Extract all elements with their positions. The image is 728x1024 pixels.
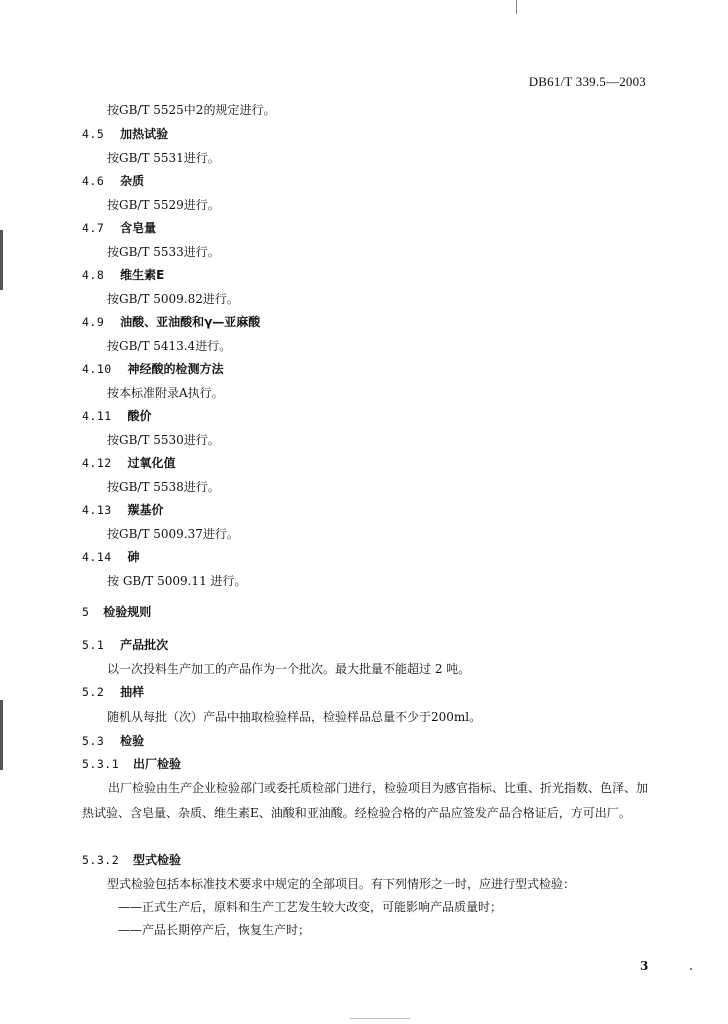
section-heading bbox=[82, 549, 140, 565]
section-number: 5.1 bbox=[82, 638, 105, 652]
section-title: 神经酸的检测方法 bbox=[127, 362, 224, 376]
section-title: 抽样 bbox=[120, 685, 145, 699]
section-number: 4.12 bbox=[82, 456, 112, 470]
section-number: 5.3.2 bbox=[82, 853, 120, 867]
section-heading bbox=[82, 455, 176, 471]
section-title: 过氧化值 bbox=[127, 456, 176, 470]
section-heading bbox=[82, 267, 164, 283]
scan-edge-mark bbox=[0, 700, 3, 770]
section-heading bbox=[82, 684, 144, 700]
section-title: 杂质 bbox=[120, 174, 145, 188]
section-number: 4.10 bbox=[82, 362, 112, 376]
page-number: 3 bbox=[640, 959, 649, 973]
section-number: 5.3 bbox=[82, 734, 105, 748]
section-heading bbox=[82, 408, 152, 424]
body-line: 按 GB/T 5009.11 进行。 bbox=[107, 574, 247, 588]
section-heading bbox=[82, 756, 181, 772]
section-title: 砷 bbox=[127, 550, 140, 564]
section-number: 4.14 bbox=[82, 550, 112, 564]
section-title: 含皂量 bbox=[120, 221, 157, 235]
section-title: 型式检验 bbox=[132, 853, 181, 867]
body-line: 按GB/T 5530进行。 bbox=[107, 433, 220, 447]
section-number: 4.7 bbox=[82, 221, 105, 235]
section-number: 4.6 bbox=[82, 174, 105, 188]
list-item: ——产品长期停产后，恢复生产时； bbox=[118, 923, 311, 937]
section-title: 维生素E bbox=[120, 268, 165, 282]
body-line: 随机从每批（次）产品中抽取检验样品，检验样品总量不少于200ml。 bbox=[107, 710, 482, 724]
chapter-heading bbox=[82, 604, 151, 620]
section-title: 油酸、亚油酸和γ—亚麻酸 bbox=[120, 315, 261, 329]
section-number: 4.5 bbox=[82, 127, 105, 141]
section-title: 羰基价 bbox=[127, 503, 164, 517]
section-number: 4.8 bbox=[82, 268, 105, 282]
section-heading bbox=[82, 733, 144, 749]
section-title: 检验 bbox=[120, 734, 145, 748]
section-heading bbox=[82, 173, 144, 189]
standard-code: DB61/T 339.5—2003 bbox=[528, 74, 646, 89]
body-line: 按GB/T 5529进行。 bbox=[107, 198, 220, 212]
body-line: 型式检验包括本标准技术要求中规定的全部项目。有下列情形之一时，应进行型式检验： bbox=[107, 877, 576, 891]
scan-edge-mark bbox=[350, 1018, 410, 1019]
section-heading bbox=[82, 220, 156, 236]
body-line: 以一次投料生产加工的产品作为一个批次。最大批量不能超过 2 吨。 bbox=[107, 662, 471, 676]
body-line: 按GB/T 5009.82进行。 bbox=[107, 292, 239, 306]
scan-edge-mark bbox=[0, 230, 3, 290]
section-number: 5.3.1 bbox=[82, 757, 120, 771]
section-number: 5 bbox=[82, 605, 90, 619]
section-number: 5.2 bbox=[82, 685, 105, 699]
section-number: 4.13 bbox=[82, 503, 112, 517]
body-line: 按GB/T 5009.37进行。 bbox=[107, 527, 239, 541]
section-heading bbox=[82, 314, 260, 330]
body-line: 按本标准附录A执行。 bbox=[107, 386, 224, 400]
section-heading bbox=[82, 637, 168, 653]
section-heading bbox=[82, 361, 224, 377]
body-line: 按GB/T 5525中2的规定进行。 bbox=[107, 103, 276, 117]
scan-speck bbox=[690, 968, 692, 970]
section-title: 产品批次 bbox=[120, 638, 169, 652]
paragraph-factory-inspection: 出厂检验由生产企业检验部门或委托质检部门进行，检验项目为感官指标、比重、折光指数、色泽、加热试验、含皂量、杂质、维生素E、油酸和亚油酸。经检验合格的产品应签发产品合格证后，方可出厂。 bbox=[82, 781, 649, 820]
body-line: 按GB/T 5533进行。 bbox=[107, 245, 220, 259]
section-heading bbox=[82, 126, 168, 142]
list-item: ——正式生产后，原料和生产工艺发生较大改变，可能影响产品质量时； bbox=[118, 900, 503, 914]
body-line: 按GB/T 5531进行。 bbox=[107, 151, 220, 165]
section-heading bbox=[82, 502, 164, 518]
section-heading bbox=[82, 852, 181, 868]
scan-edge-mark bbox=[516, 0, 517, 14]
section-number: 4.9 bbox=[82, 315, 105, 329]
section-title: 检验规则 bbox=[103, 605, 152, 619]
section-title: 酸价 bbox=[127, 409, 152, 423]
section-title: 出厂检验 bbox=[132, 757, 181, 771]
body-line: 按GB/T 5538进行。 bbox=[107, 480, 220, 494]
body-line: 按GB/T 5413.4进行。 bbox=[107, 339, 232, 353]
section-number: 4.11 bbox=[82, 409, 112, 423]
section-title: 加热试验 bbox=[120, 127, 169, 141]
